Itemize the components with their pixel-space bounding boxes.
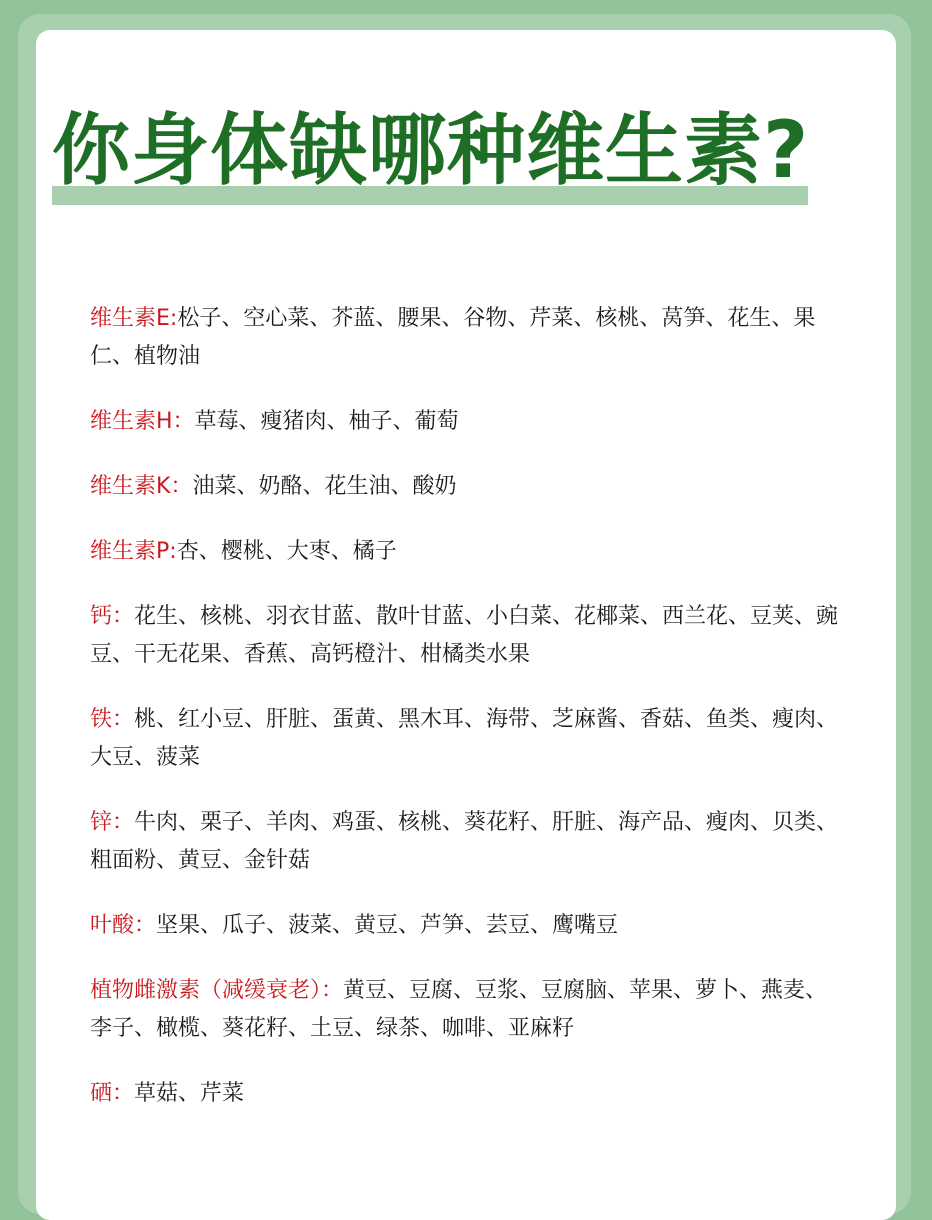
entry-label: 维生素H： bbox=[90, 409, 195, 434]
entry-label: 钙： bbox=[90, 604, 135, 629]
entry-label: 叶酸： bbox=[90, 913, 157, 938]
entry-foods: 油菜、奶酪、花生油、酸奶 bbox=[192, 474, 457, 499]
entry-label: 维生素E: bbox=[90, 306, 178, 331]
entry-foods: 桃、红小豆、肝脏、蛋黄、黑木耳、海带、芝麻酱、香菇、鱼类、瘦肉、大豆、菠菜 bbox=[90, 707, 839, 770]
entry-label: 植物雌激素（减缓衰老）： bbox=[90, 978, 344, 1003]
entry-zinc bbox=[90, 804, 840, 880]
entry-foods: 草菇、芹菜 bbox=[134, 1081, 245, 1106]
entry-foods: 坚果、瓜子、菠菜、黄豆、芦笋、芸豆、鹰嘴豆 bbox=[156, 913, 619, 938]
vitamin-list bbox=[90, 300, 840, 1140]
entry-vitamin-k bbox=[90, 468, 840, 506]
entry-foods: 草莓、瘦猪肉、柚子、葡萄 bbox=[194, 409, 459, 434]
entry-foods: 松子、空心菜、芥蓝、腰果、谷物、芹菜、核桃、莴笋、花生、果仁、植物油 bbox=[90, 306, 816, 369]
entry-foods: 牛肉、栗子、羊肉、鸡蛋、核桃、葵花籽、肝脏、海产品、瘦肉、贝类、粗面粉、黄豆、金针菇 bbox=[90, 810, 839, 873]
entry-label: 维生素K： bbox=[90, 474, 193, 499]
entry-selenium bbox=[90, 1075, 840, 1113]
entry-iron bbox=[90, 701, 840, 777]
entry-foods: 杏、樱桃、大枣、橘子 bbox=[176, 539, 397, 564]
entry-label: 硒： bbox=[90, 1081, 135, 1106]
title-block bbox=[52, 96, 812, 216]
entry-foods: 花生、核桃、羽衣甘蓝、散叶甘蓝、小白菜、花椰菜、西兰花、豆荚、豌豆、干无花果、香蕉、高钙橙汁、柑橘类水果 bbox=[90, 604, 839, 667]
entry-label: 铁： bbox=[90, 707, 135, 732]
entry-calcium bbox=[90, 598, 840, 674]
entry-vitamin-p bbox=[90, 533, 840, 571]
entry-label: 锌： bbox=[90, 810, 135, 835]
entry-vitamin-e bbox=[90, 300, 840, 376]
entry-foods: 黄豆、豆腐、豆浆、豆腐脑、苹果、萝卜、燕麦、李子、橄榄、葵花籽、土豆、绿茶、咖啡、亚麻籽 bbox=[90, 978, 828, 1041]
entry-label: 维生素P: bbox=[90, 539, 177, 564]
entry-vitamin-h bbox=[90, 403, 840, 441]
entry-phytoestrogen bbox=[90, 972, 840, 1048]
entry-folic-acid bbox=[90, 907, 840, 945]
page-title: 你身体缺哪种维生素? bbox=[52, 106, 810, 196]
